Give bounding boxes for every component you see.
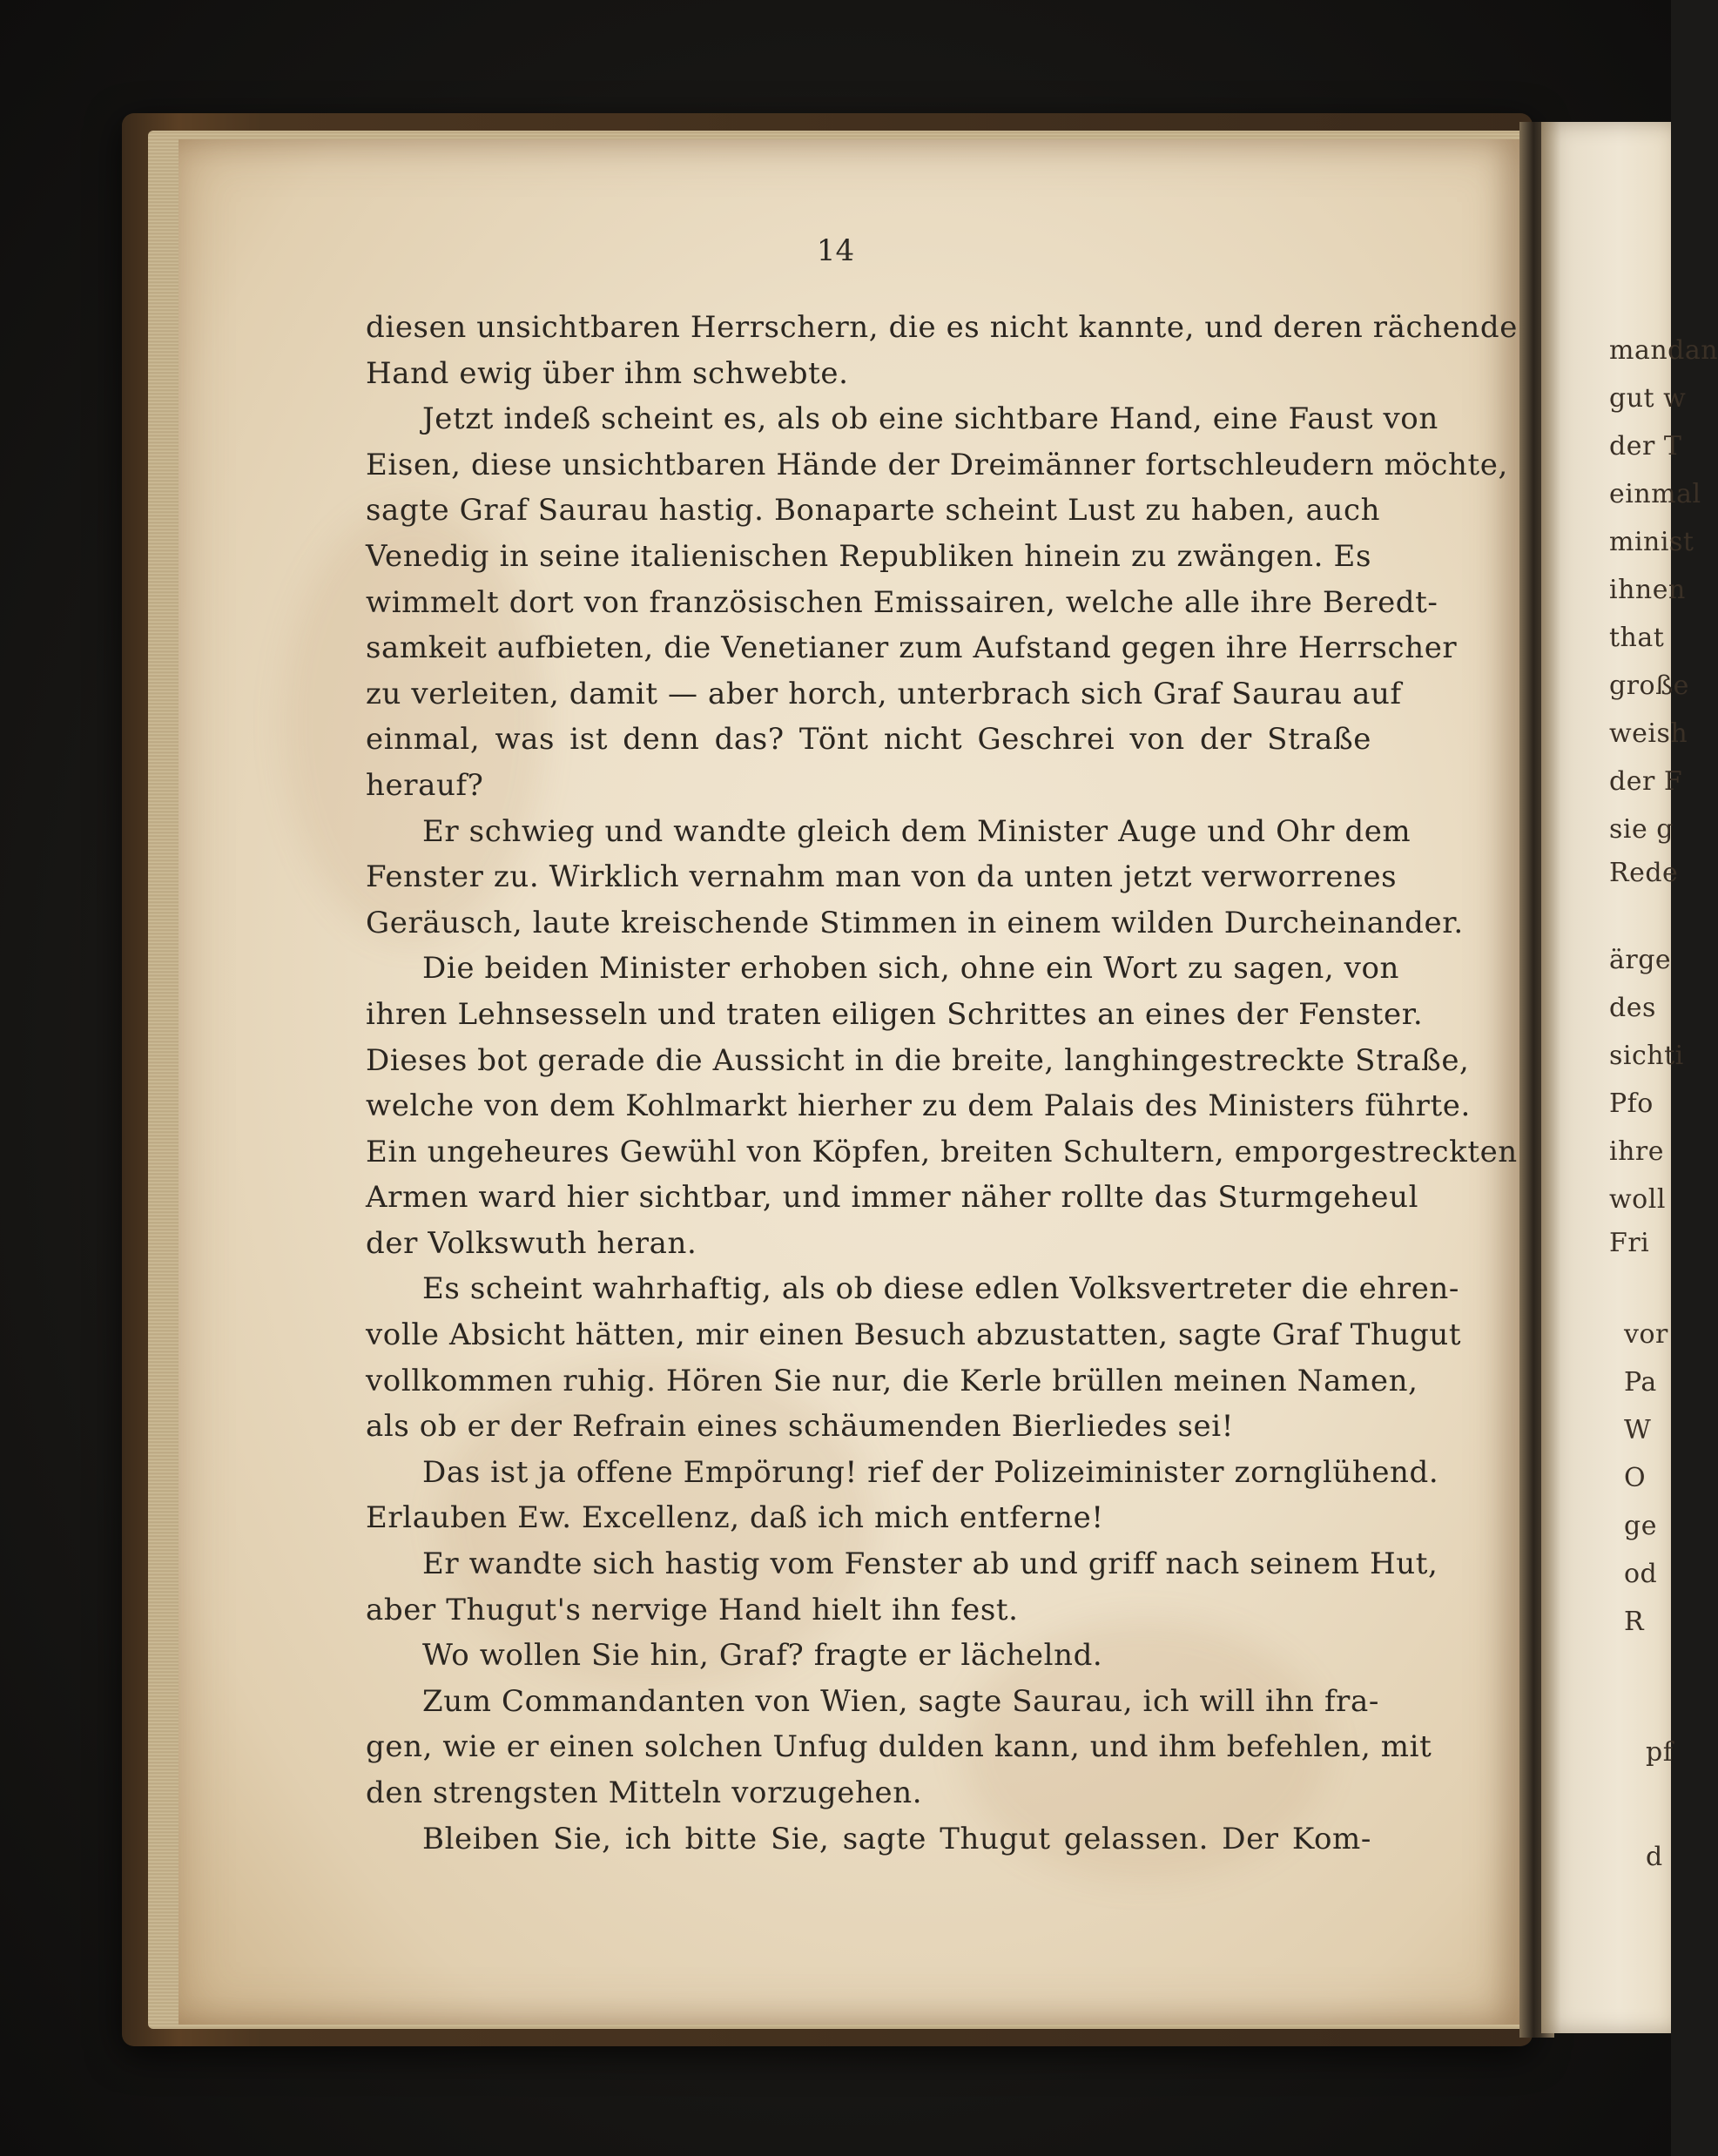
text-line: Fenster zu. Wirklich vernahm man von da unten jetzt verworrenes: [366, 859, 1398, 895]
text-line: aber Thugut's nervige Hand hielt ihn fest.: [366, 1592, 1019, 1627]
text-line: gen, wie er einen solchen Unfug dulden kann, und ihm befehlen, mit: [366, 1729, 1432, 1765]
text-line: diesen unsichtbaren Herrschern, die es nicht kannte, und deren rächende: [366, 310, 1518, 345]
text-line: vollkommen ruhig. Hören Sie nur, die Kerle brüllen meinen Namen,: [366, 1363, 1418, 1398]
text-line: welche von dem Kohlmarkt hierher zu dem Palais des Ministers führte.: [366, 1088, 1471, 1124]
page-number: 14: [816, 233, 855, 268]
right-page-fragment: minist: [1609, 527, 1694, 557]
text-line: Dieses bot gerade die Aussicht in die breite, langhingestreckte Straße,: [366, 1042, 1470, 1078]
right-page-fragment: O: [1624, 1463, 1647, 1493]
text-line: Bleiben Sie, ich bitte Sie, sagte Thugut gelassen. Der Kom-: [422, 1821, 1371, 1856]
body-text: [366, 305, 1518, 1862]
text-line: Eisen, diese unsichtbaren Hände der Dreimänner fortschleudern möchte,: [366, 447, 1508, 482]
text-line: Erlauben Ew. Excellenz, daß ich mich entferne!: [366, 1500, 1104, 1536]
text-line: Er wandte sich hastig vom Fenster ab und griff nach seinem Hut,: [422, 1546, 1438, 1582]
right-page-fragment: Pfo: [1609, 1088, 1654, 1119]
text-line: ihren Lehnsesseln und traten eiligen Schrittes an eines der Fenster.: [366, 996, 1424, 1032]
right-page-fragment: gut w: [1609, 383, 1687, 414]
right-page-fragment: vor: [1624, 1319, 1668, 1350]
right-page-fragment: Pa: [1624, 1367, 1657, 1398]
text-line: Armen ward hier sichtbar, und immer näher rollte das Sturmgeheul: [366, 1180, 1419, 1216]
text-line: Das ist ja offene Empörung! rief der Polizeiminister zornglühend.: [422, 1454, 1439, 1490]
right-page-fragment: that: [1609, 623, 1665, 653]
text-line: volle Absicht hätten, mir einen Besuch abzustatten, sagte Graf Thugut: [366, 1317, 1462, 1353]
text-line: Ein ungeheures Gewühl von Köpfen, breiten Schultern, emporgestreckten: [366, 1134, 1518, 1169]
text-line: den strengsten Mitteln vorzugehen.: [366, 1775, 923, 1810]
right-page: [1541, 122, 1718, 2033]
text-line: Geräusch, laute kreischende Stimmen in einem wilden Durcheinander.: [366, 905, 1464, 940]
right-page-fragment: der T: [1609, 431, 1682, 462]
text-line: Jetzt indeß scheint es, als ob eine sichtbare Hand, eine Faust von: [422, 401, 1438, 437]
text-line: der Volkswuth heran.: [366, 1225, 697, 1261]
right-page-fragment: des: [1609, 993, 1656, 1023]
right-page-fragment: d: [1646, 1842, 1663, 1872]
right-page-fragment: ge: [1624, 1511, 1657, 1541]
right-page-fragment: der F: [1609, 766, 1683, 797]
right-page-fragment: sichti: [1609, 1041, 1684, 1071]
text-line: Wo wollen Sie hin, Graf? fragte er lächelnd.: [422, 1638, 1103, 1674]
text-line: zu verleiten, damit — aber horch, unterbrach sich Graf Saurau auf: [366, 676, 1402, 711]
text-line: Er schwieg und wandte gleich dem Minister Auge und Ohr dem: [422, 813, 1411, 849]
text-line: Venedig in seine italienischen Republiken hinein zu zwängen. Es: [366, 538, 1371, 574]
text-line: Es scheint wahrhaftig, als ob diese edlen Volksvertreter die ehren-: [422, 1271, 1460, 1307]
text-line: Die beiden Minister erhoben sich, ohne ein Wort zu sagen, von: [422, 951, 1400, 987]
right-page-fragment: weish: [1609, 718, 1688, 749]
text-line: Hand ewig über ihm schwebte.: [366, 355, 849, 391]
text-line: herauf?: [366, 767, 484, 803]
right-page-fragment: ärge: [1609, 945, 1672, 975]
right-page-fragment: sie g: [1609, 814, 1674, 845]
right-page-fragment: od: [1624, 1559, 1658, 1589]
right-page-fragment: W: [1624, 1415, 1652, 1445]
text-line: als ob er der Refrain eines schäumenden Bierliedes sei!: [366, 1409, 1235, 1445]
text-line: einmal, was ist denn das? Tönt nicht Geschrei von der Straße: [366, 722, 1371, 758]
text-line: sagte Graf Saurau hastig. Bonaparte scheint Lust zu haben, auch: [366, 493, 1381, 529]
right-page-fragment: woll: [1609, 1184, 1666, 1215]
right-page-fragment: Rede: [1609, 858, 1679, 888]
right-page-fragment: pf: [1646, 1737, 1674, 1768]
text-line: Zum Commandanten von Wien, sagte Saurau, ich will ihn fra-: [422, 1683, 1379, 1719]
right-page-fragment: einmal: [1609, 479, 1701, 509]
text-line: wimmelt dort von französischen Emissairen, welche alle ihre Beredt-: [366, 584, 1438, 620]
right-page-fragment: R: [1624, 1607, 1645, 1637]
right-page-fragment: Fri: [1609, 1228, 1650, 1258]
text-line: samkeit aufbieten, die Venetianer zum Aufstand gegen ihre Herrscher: [366, 630, 1458, 666]
right-page-fragment: große: [1609, 670, 1689, 701]
right-page-fragment: ihre: [1609, 1136, 1665, 1167]
right-page-fragment: mandan: [1609, 335, 1718, 366]
right-page-fragment: ihnen: [1609, 575, 1686, 605]
